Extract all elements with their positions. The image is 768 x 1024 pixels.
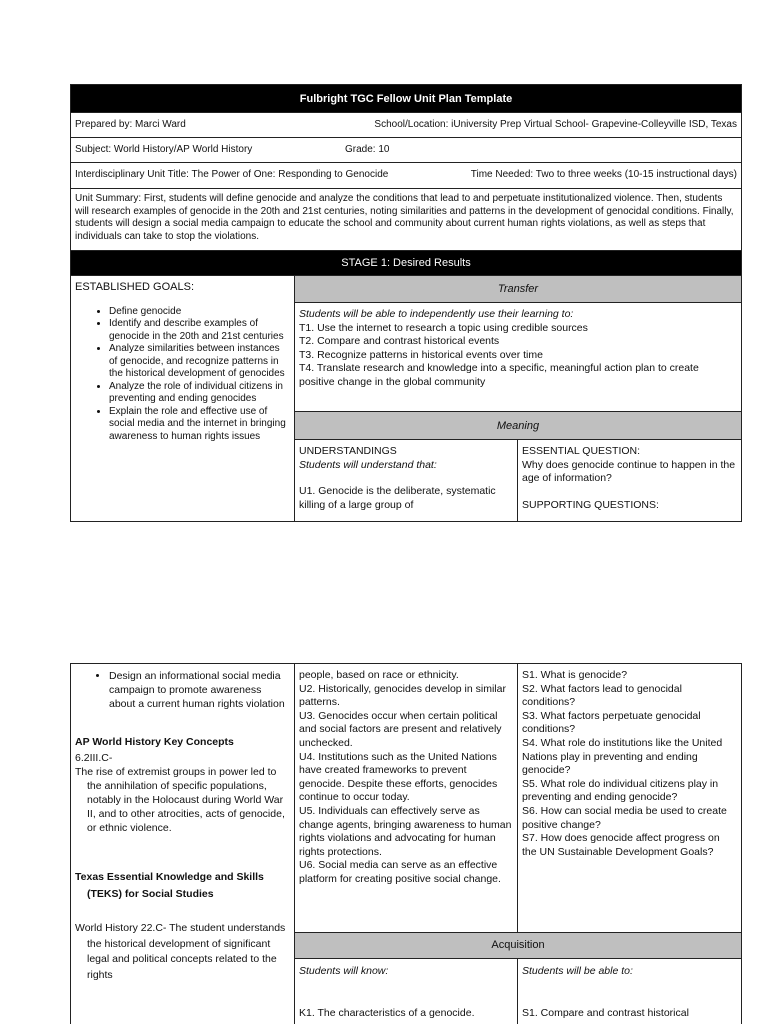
acquisition-header: Acquisition	[295, 933, 741, 959]
school-location: School/Location: iUniversity Prep Virtual School- Grapevine-Colleyville ISD, Texas	[374, 118, 737, 130]
supporting-question: S3. What factors perpetuate genocidal conditions?	[522, 709, 701, 736]
transfer-item: T2. Compare and contrast historical events	[299, 335, 500, 347]
understandings-continued-cell	[295, 664, 517, 932]
goals-heading: ESTABLISHED GOALS:	[75, 281, 195, 293]
supporting-question: S6. How can social media be used to create positive change?	[522, 804, 727, 831]
goals-list-continued	[75, 669, 290, 711]
subject-row	[71, 138, 741, 163]
unit-plan-table-page1	[70, 84, 742, 522]
essential-question-text: Why does genocide continue to happen in the age of information?	[522, 458, 736, 484]
teks-text: World History 22.C- The student understands the historical development of significant legal and political concepts related to the rights	[75, 922, 286, 981]
transfer-intro: Students will be able to independently use their learning to:	[299, 308, 574, 320]
teks-heading: Texas Essential Knowledge and Skills (TEKS) for Social Studies	[75, 871, 264, 900]
ap-code: 6.2III.C-	[75, 752, 113, 764]
stage1-header: STAGE 1: Desired Results	[71, 251, 741, 276]
able-cell	[517, 959, 741, 1024]
understandings-heading: UNDERSTANDINGS	[299, 445, 397, 457]
prepared-row	[71, 113, 741, 138]
unit-summary: Unit Summary: First, students will define genocide and analyze the conditions that lead to and perpetuate institutionalized violence. Then, students will research examples of genocide in the 20th and 21st centuries, noting similarities and patterns in the development of genocidal conditions. Finally, students will design a social media campaign to educate the school and community about current human rights violations, as well as steps that individuals can take to stop the violations.	[71, 189, 741, 251]
prepared-by: Prepared by: Marci Ward	[75, 118, 186, 130]
goal-item: • Design an informational social media campaign to promote awareness about a current human rights violation	[109, 669, 290, 711]
unit-title: Interdisciplinary Unit Title: The Power of One: Responding to Genocide	[75, 169, 389, 181]
right-column	[294, 276, 741, 521]
understanding-u1: U1. Genocide is the deliberate, systematic killing of a large group of	[299, 485, 496, 511]
meaning-continued	[295, 664, 741, 933]
supporting-question: S1. What is genocide?	[522, 669, 628, 681]
essential-question-heading: ESSENTIAL QUESTION:	[522, 445, 641, 457]
understanding-item: people, based on race or ethnicity.	[299, 669, 459, 681]
goals-continued-column	[71, 664, 294, 1024]
supporting-questions-cell	[517, 664, 741, 932]
understanding-item: U3. Genocides occur when certain political and social factors are present and relatively unchecked.	[299, 709, 502, 749]
transfer-item: T1. Use the internet to research a topic using credible sources	[299, 321, 588, 334]
transfer-item: T4. Translate research and knowledge into a specific, meaningful action plan to create positive change in the global community	[299, 362, 699, 388]
understanding-item: U4. Institutions such as the United Nations have created frameworks to prevent genocide. Despite these efforts, genocides continue to occur today.	[299, 750, 498, 804]
understanding-item: U6. Social media can serve as an effective platform for creating positive social change.	[299, 859, 501, 885]
continued-body	[71, 664, 741, 1024]
goal-item: • Define genocide	[109, 306, 290, 319]
understanding-item: U5. Individuals can effectively serve as change agents, bringing awareness to human rights violations and advocating for human rights protections.	[299, 804, 512, 858]
supporting-question: S7. How does genocide affect progress on the UN Sustainable Development Goals?	[522, 832, 720, 858]
subject: Subject: World History/AP World History	[75, 143, 253, 155]
goal-item: • Identify and describe examples of genocide in the 20th and 21st centuries	[109, 318, 290, 343]
understanding-item: U2. Historically, genocides develop in similar patterns.	[299, 682, 506, 709]
understandings-intro: Students will understand that:	[299, 458, 437, 471]
supporting-question: S4. What role do institutions like the United Nations play in preventing and ending genocide?	[522, 736, 723, 777]
essential-question-cell	[517, 440, 741, 521]
time-needed: Time Needed: Two to three weeks (10-15 instructional days)	[470, 169, 737, 181]
stage1-body	[71, 276, 741, 521]
know-heading: Students will know:	[299, 964, 389, 977]
supporting-questions-heading: SUPPORTING QUESTIONS:	[522, 498, 659, 511]
know-item: K1. The characteristics of a genocide.	[299, 1007, 475, 1020]
goals-list	[75, 306, 290, 444]
unit-plan-table-page2	[70, 663, 742, 1024]
goal-item: • Analyze similarities between instances of genocide, and recognize patterns in the historical development of genocides	[109, 343, 290, 381]
grade: Grade: 10	[345, 143, 390, 155]
acquisition-body	[295, 959, 741, 1024]
right-continued-column	[294, 664, 741, 1024]
meaning-body	[295, 440, 741, 521]
goal-item: • Analyze the role of individual citizens in preventing and ending genocides	[109, 381, 290, 406]
goals-column	[71, 276, 294, 521]
template-title: Fulbright TGC Fellow Unit Plan Template	[71, 85, 741, 113]
skill-item: S1. Compare and contrast historical	[522, 1007, 689, 1020]
know-cell	[295, 959, 517, 1024]
meaning-header: Meaning	[295, 412, 741, 440]
supporting-question: S5. What role do individual citizens play in preventing and ending genocide?	[522, 777, 719, 804]
supporting-question: S2. What factors lead to genocidal conditions?	[522, 682, 682, 709]
goal-item: • Explain the role and effective use of social media and the internet in bringing awareness to human rights issues	[109, 406, 290, 444]
ap-text: The rise of extremist groups in power led to the annihilation of specific populations, notably in the Holocaust during World War II, and to other atrocities, acts of genocide, or ethnic violence.	[75, 766, 285, 834]
transfer-body	[295, 303, 741, 412]
ap-heading: AP World History Key Concepts	[75, 736, 234, 748]
understandings-cell	[295, 440, 517, 521]
transfer-header: Transfer	[295, 276, 741, 303]
unit-title-row	[71, 163, 741, 189]
able-heading: Students will be able to:	[522, 964, 633, 977]
transfer-item: T3. Recognize patterns in historical events over time	[299, 348, 543, 361]
